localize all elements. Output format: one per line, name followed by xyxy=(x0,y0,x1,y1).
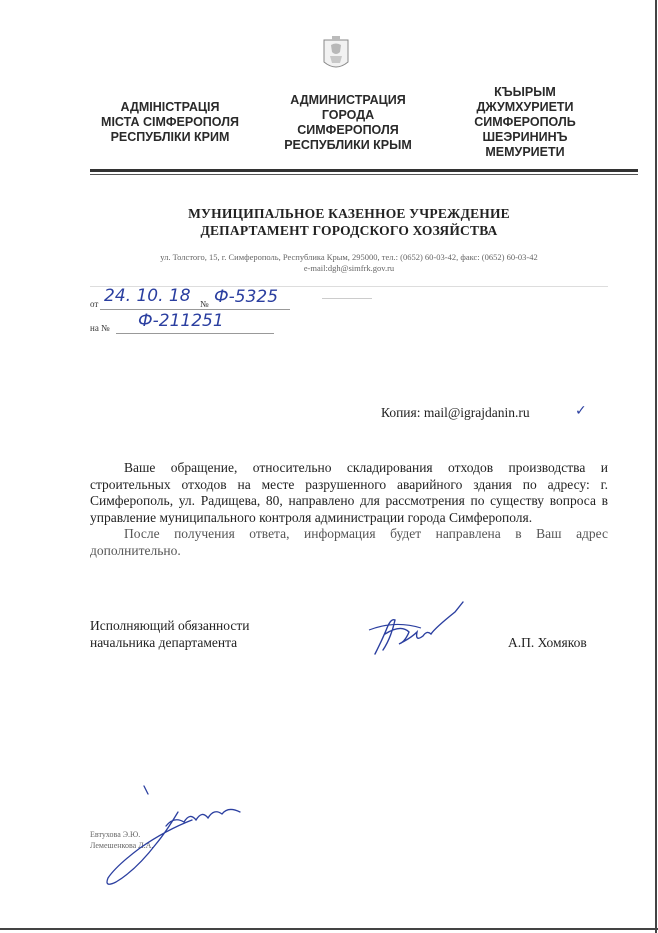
header-divider-thick xyxy=(90,169,638,172)
signatory-title-line-1: Исполняющий обязанности xyxy=(90,618,250,633)
date-number-underline xyxy=(100,309,290,310)
letter-body xyxy=(90,460,608,559)
outgoing-number-handwritten: Ф-5325 xyxy=(214,287,279,307)
header-right-crimean-tatar: КЪЫРЫМ ДЖУМХУРИЕТИ СИМФЕРОПОЛЬ ШЕЭРИНИНЪ МЕМУРИЕТИ xyxy=(474,85,576,159)
scan-edge-bottom xyxy=(0,928,658,930)
reference-number-handwritten: Ф-211251 xyxy=(138,311,224,331)
signatory-title-line-2: начальника департамента xyxy=(90,635,238,650)
org-address: ул. Толстого, 15, г. Симферополь, Республика Крым, 295000, тел.: (0652) 60-03-42, факс: (0652) 60-03-42 xyxy=(160,252,538,262)
stray-mark xyxy=(322,298,372,299)
handwritten-signature-image xyxy=(365,598,470,660)
outgoing-date-handwritten: 24. 10. 18 xyxy=(104,286,191,306)
reference-label: на № xyxy=(90,323,110,333)
coat-of-arms-icon xyxy=(323,36,349,74)
body-paragraph-1: Ваше обращение, относительно складирования отходов производства и строительных отходов на месте разрушенного аварийного здания по адресу: г. Симферополь, ул. Радищева, 80, направлено для рассмотрения по существу вопроса в управление муниципального контроля администрации города Симферополя. xyxy=(90,460,608,525)
signatory-name: А.П. Хомяков xyxy=(508,635,587,650)
org-email: e-mail:dgh@simfrk.gov.ru xyxy=(303,263,395,273)
date-label: от xyxy=(90,299,99,309)
org-name-line-2: ДЕПАРТАМЕНТ ГОРОДСКОГО ХОЗЯЙСТВА xyxy=(200,223,498,238)
executor-1: Евтухова Э.Ю. xyxy=(90,830,141,839)
number-label: № xyxy=(200,299,209,309)
handwritten-initials-image xyxy=(96,782,246,892)
reference-underline xyxy=(116,333,274,334)
body-paragraph-2: После получения ответа, информация будет направлена в Ваш адрес дополнительно. xyxy=(90,526,608,558)
executor-2: Лемешенкова Л.А. xyxy=(90,841,154,850)
scan-edge-right xyxy=(655,0,657,933)
org-name-line-1: МУНИЦИПАЛЬНОЕ КАЗЕННОЕ УЧРЕЖДЕНИЕ xyxy=(188,206,510,221)
header-center-russian: АДМИНИСТРАЦИЯ ГОРОДА СИМФЕРОПОЛЯ РЕСПУБЛИКИ КРЫМ xyxy=(284,93,412,152)
header-divider-thin xyxy=(90,174,638,175)
copy-recipient: Копия: mail@igrajdanin.ru xyxy=(381,405,530,420)
checkmark-icon: ✓ xyxy=(575,403,587,419)
header-left-ukrainian: АДМІНІСТРАЦІЯ МІСТА СІМФЕРОПОЛЯ РЕСПУБЛІКИ КРИМ xyxy=(101,100,239,144)
signatory-title xyxy=(90,617,249,651)
